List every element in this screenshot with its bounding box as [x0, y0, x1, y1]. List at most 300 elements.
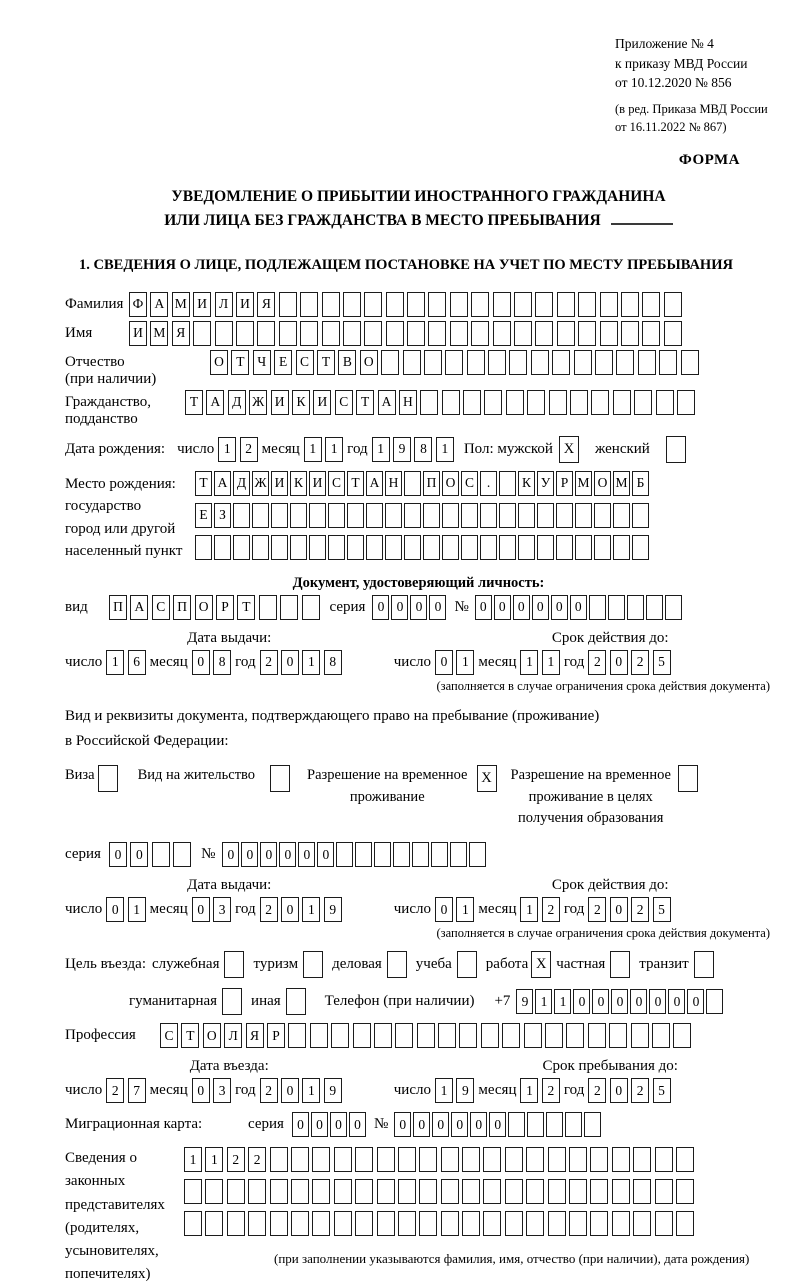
doc-series-box[interactable]: 0 — [410, 595, 427, 620]
birthplace-char-box[interactable] — [271, 503, 288, 528]
doc-kind-char-box[interactable]: Т — [237, 595, 255, 620]
representatives-char-box[interactable] — [291, 1147, 309, 1172]
entry-year-box[interactable]: 1 — [302, 1078, 320, 1103]
sex-male-checkbox-box[interactable]: X — [559, 436, 579, 463]
birthplace-char-box[interactable]: Т — [347, 471, 364, 496]
birth-year-box[interactable]: 1 — [372, 437, 390, 462]
patronymic-char-box[interactable] — [659, 350, 677, 375]
birthplace-char-box[interactable]: К — [518, 471, 535, 496]
stay-year-box[interactable]: 2 — [588, 1078, 606, 1103]
birthplace-char-box[interactable]: Р — [556, 471, 573, 496]
entry-month-box[interactable]: 3 — [213, 1078, 231, 1103]
representatives-char-box[interactable] — [612, 1179, 630, 1204]
res-issue-day-box[interactable]: 1 — [128, 897, 146, 922]
purpose-checkbox-box[interactable] — [303, 951, 323, 978]
birth-month-box[interactable]: 1 — [325, 437, 343, 462]
residence-number-box[interactable]: 0 — [260, 842, 277, 867]
issue-day-box[interactable]: 1 — [106, 650, 124, 675]
surname-char-box[interactable] — [535, 292, 553, 317]
citizenship-char-box[interactable]: Ж — [249, 390, 267, 415]
residence-number-box[interactable]: 0 — [317, 842, 334, 867]
res-issue-year-box[interactable]: 0 — [281, 897, 299, 922]
birthplace-char-box[interactable] — [594, 503, 611, 528]
migration-series-box[interactable]: 0 — [330, 1112, 347, 1137]
profession-char-box[interactable] — [395, 1023, 413, 1048]
residence-series-box[interactable]: 0 — [130, 842, 148, 867]
residence-number-box[interactable] — [431, 842, 448, 867]
representatives-char-box[interactable] — [505, 1179, 523, 1204]
birthplace-char-box[interactable] — [290, 535, 307, 560]
patronymic-char-box[interactable] — [403, 350, 421, 375]
profession-char-box[interactable]: С — [160, 1023, 178, 1048]
stay-year-box[interactable]: 0 — [610, 1078, 628, 1103]
birth-month-box[interactable]: 1 — [304, 437, 322, 462]
doc-number-box[interactable] — [627, 595, 644, 620]
issue-year-box[interactable]: 0 — [281, 650, 299, 675]
surname-char-box[interactable] — [493, 292, 511, 317]
firstname-char-box[interactable] — [600, 321, 618, 346]
residence-number-box[interactable]: 0 — [279, 842, 296, 867]
birthplace-char-box[interactable]: М — [575, 471, 592, 496]
firstname-char-box[interactable] — [450, 321, 468, 346]
res-expiry-year-box[interactable]: 2 — [631, 897, 649, 922]
residence-number-box[interactable]: 0 — [222, 842, 239, 867]
firstname-char-box[interactable]: И — [129, 321, 147, 346]
surname-char-box[interactable] — [407, 292, 425, 317]
phone-digit-box[interactable]: 0 — [668, 989, 685, 1014]
expiry-year-box[interactable]: 2 — [631, 650, 649, 675]
firstname-char-box[interactable]: Я — [172, 321, 190, 346]
birthplace-char-box[interactable]: Б — [632, 471, 649, 496]
birthplace-char-box[interactable] — [252, 535, 269, 560]
representatives-char-box[interactable] — [483, 1211, 501, 1236]
patronymic-char-box[interactable]: О — [210, 350, 228, 375]
phone-digit-box[interactable]: 1 — [535, 989, 552, 1014]
birthplace-char-box[interactable] — [404, 535, 421, 560]
doc-kind-char-box[interactable]: Р — [216, 595, 234, 620]
surname-char-box[interactable]: Ф — [129, 292, 147, 317]
birthplace-char-box[interactable] — [233, 535, 250, 560]
expiry-year-box[interactable]: 0 — [610, 650, 628, 675]
citizenship-char-box[interactable] — [506, 390, 524, 415]
birthplace-char-box[interactable] — [385, 503, 402, 528]
stay-year-box[interactable]: 5 — [653, 1078, 671, 1103]
surname-char-box[interactable] — [514, 292, 532, 317]
entry-month-box[interactable]: 0 — [192, 1078, 210, 1103]
citizenship-char-box[interactable]: С — [335, 390, 353, 415]
profession-char-box[interactable]: Л — [224, 1023, 242, 1048]
representatives-char-box[interactable] — [398, 1147, 416, 1172]
birthplace-char-box[interactable] — [385, 535, 402, 560]
firstname-char-box[interactable] — [664, 321, 682, 346]
representatives-char-box[interactable] — [505, 1211, 523, 1236]
representatives-char-box[interactable] — [462, 1211, 480, 1236]
citizenship-char-box[interactable] — [463, 390, 481, 415]
patronymic-char-box[interactable] — [488, 350, 506, 375]
entry-year-box[interactable]: 0 — [281, 1078, 299, 1103]
birth-day-box[interactable]: 2 — [240, 437, 258, 462]
birthplace-char-box[interactable] — [366, 535, 383, 560]
residence-number-box[interactable]: 0 — [298, 842, 315, 867]
phone-digit-box[interactable]: 1 — [554, 989, 571, 1014]
surname-char-box[interactable]: А — [150, 292, 168, 317]
profession-char-box[interactable] — [374, 1023, 392, 1048]
citizenship-char-box[interactable]: А — [378, 390, 396, 415]
surname-char-box[interactable]: Л — [215, 292, 233, 317]
res-issue-month-box[interactable]: 3 — [213, 897, 231, 922]
birthplace-char-box[interactable] — [404, 471, 421, 496]
representatives-char-box[interactable] — [312, 1211, 330, 1236]
birthplace-char-box[interactable] — [442, 503, 459, 528]
profession-char-box[interactable] — [481, 1023, 499, 1048]
doc-kind-char-box[interactable]: П — [109, 595, 127, 620]
profession-char-box[interactable]: Я — [246, 1023, 264, 1048]
sex-female-checkbox-box[interactable] — [666, 436, 686, 463]
expiry-day-box[interactable]: 1 — [456, 650, 474, 675]
representatives-char-box[interactable] — [612, 1211, 630, 1236]
birthplace-char-box[interactable] — [480, 535, 497, 560]
representatives-char-box[interactable] — [569, 1147, 587, 1172]
patronymic-char-box[interactable]: Т — [231, 350, 249, 375]
phone-digit-box[interactable]: 0 — [592, 989, 609, 1014]
profession-char-box[interactable]: Т — [181, 1023, 199, 1048]
firstname-char-box[interactable] — [471, 321, 489, 346]
doc-series-box[interactable]: 0 — [391, 595, 408, 620]
representatives-char-box[interactable] — [483, 1179, 501, 1204]
issue-year-box[interactable]: 2 — [260, 650, 278, 675]
birthplace-char-box[interactable]: Д — [233, 471, 250, 496]
firstname-char-box[interactable] — [322, 321, 340, 346]
doc-series-box[interactable]: 0 — [429, 595, 446, 620]
surname-char-box[interactable] — [578, 292, 596, 317]
representatives-char-box[interactable] — [334, 1211, 352, 1236]
firstname-char-box[interactable] — [279, 321, 297, 346]
citizenship-char-box[interactable] — [613, 390, 631, 415]
birthplace-char-box[interactable]: С — [328, 471, 345, 496]
purpose-checkbox-box[interactable] — [286, 988, 306, 1015]
representatives-char-box[interactable] — [270, 1147, 288, 1172]
birthplace-char-box[interactable]: Н — [385, 471, 402, 496]
representatives-char-box[interactable] — [355, 1179, 373, 1204]
surname-char-box[interactable]: И — [236, 292, 254, 317]
profession-char-box[interactable] — [566, 1023, 584, 1048]
surname-char-box[interactable] — [428, 292, 446, 317]
entry-year-box[interactable]: 9 — [324, 1078, 342, 1103]
representatives-char-box[interactable] — [548, 1179, 566, 1204]
surname-char-box[interactable] — [450, 292, 468, 317]
birthplace-char-box[interactable]: К — [290, 471, 307, 496]
birthplace-char-box[interactable] — [328, 535, 345, 560]
representatives-char-box[interactable] — [377, 1211, 395, 1236]
profession-char-box[interactable] — [417, 1023, 435, 1048]
surname-char-box[interactable]: Я — [257, 292, 275, 317]
firstname-char-box[interactable] — [535, 321, 553, 346]
firstname-char-box[interactable] — [343, 321, 361, 346]
profession-char-box[interactable] — [288, 1023, 306, 1048]
firstname-char-box[interactable] — [386, 321, 404, 346]
representatives-char-box[interactable] — [355, 1211, 373, 1236]
profession-char-box[interactable] — [652, 1023, 670, 1048]
profession-char-box[interactable]: О — [203, 1023, 221, 1048]
birthplace-char-box[interactable]: З — [214, 503, 231, 528]
representatives-char-box[interactable]: 1 — [205, 1147, 223, 1172]
representatives-char-box[interactable] — [633, 1179, 651, 1204]
firstname-char-box[interactable] — [642, 321, 660, 346]
birthplace-char-box[interactable] — [480, 503, 497, 528]
residence-number-box[interactable] — [469, 842, 486, 867]
citizenship-char-box[interactable] — [527, 390, 545, 415]
surname-char-box[interactable] — [600, 292, 618, 317]
birthplace-char-box[interactable] — [556, 503, 573, 528]
citizenship-char-box[interactable]: И — [313, 390, 331, 415]
birthplace-char-box[interactable] — [271, 535, 288, 560]
birthplace-char-box[interactable]: . — [480, 471, 497, 496]
birthplace-char-box[interactable] — [461, 503, 478, 528]
representatives-char-box[interactable] — [590, 1211, 608, 1236]
birth-year-box[interactable]: 1 — [436, 437, 454, 462]
stay-day-box[interactable]: 1 — [435, 1078, 453, 1103]
representatives-char-box[interactable] — [441, 1147, 459, 1172]
birthplace-char-box[interactable]: О — [594, 471, 611, 496]
firstname-char-box[interactable] — [364, 321, 382, 346]
migration-number-box[interactable]: 0 — [394, 1112, 411, 1137]
res-expiry-year-box[interactable]: 2 — [588, 897, 606, 922]
purpose-checkbox-box[interactable]: X — [531, 951, 551, 978]
birthplace-char-box[interactable] — [556, 535, 573, 560]
birthplace-char-box[interactable] — [518, 503, 535, 528]
firstname-char-box[interactable] — [557, 321, 575, 346]
firstname-char-box[interactable] — [257, 321, 275, 346]
profession-char-box[interactable] — [331, 1023, 349, 1048]
birthplace-char-box[interactable] — [309, 535, 326, 560]
doc-kind-char-box[interactable] — [280, 595, 298, 620]
birthplace-char-box[interactable]: Ж — [252, 471, 269, 496]
temp-residence-checkbox-box[interactable]: X — [477, 765, 497, 792]
birthplace-char-box[interactable] — [499, 471, 516, 496]
citizenship-char-box[interactable]: И — [271, 390, 289, 415]
doc-kind-char-box[interactable] — [259, 595, 277, 620]
doc-series-box[interactable]: 0 — [372, 595, 389, 620]
doc-kind-char-box[interactable]: О — [195, 595, 213, 620]
citizenship-char-box[interactable] — [549, 390, 567, 415]
firstname-char-box[interactable] — [621, 321, 639, 346]
citizenship-char-box[interactable]: Т — [185, 390, 203, 415]
representatives-char-box[interactable] — [270, 1179, 288, 1204]
representatives-char-box[interactable] — [377, 1179, 395, 1204]
res-expiry-month-box[interactable]: 2 — [542, 897, 560, 922]
birthplace-char-box[interactable] — [632, 503, 649, 528]
representatives-char-box[interactable] — [419, 1179, 437, 1204]
res-expiry-month-box[interactable]: 1 — [520, 897, 538, 922]
representatives-char-box[interactable] — [676, 1179, 694, 1204]
representatives-char-box[interactable] — [548, 1147, 566, 1172]
birthplace-char-box[interactable] — [290, 503, 307, 528]
migration-series-box[interactable]: 0 — [349, 1112, 366, 1137]
representatives-char-box[interactable] — [312, 1147, 330, 1172]
purpose-checkbox-box[interactable] — [610, 951, 630, 978]
patronymic-char-box[interactable]: С — [296, 350, 314, 375]
patronymic-char-box[interactable]: О — [360, 350, 378, 375]
patronymic-char-box[interactable] — [467, 350, 485, 375]
citizenship-char-box[interactable] — [656, 390, 674, 415]
birthplace-char-box[interactable] — [594, 535, 611, 560]
representatives-char-box[interactable] — [590, 1147, 608, 1172]
purpose-checkbox-box[interactable] — [457, 951, 477, 978]
issue-month-box[interactable]: 8 — [213, 650, 231, 675]
migration-series-box[interactable]: 0 — [311, 1112, 328, 1137]
phone-digit-box[interactable] — [706, 989, 723, 1014]
patronymic-char-box[interactable] — [424, 350, 442, 375]
doc-number-box[interactable]: 0 — [532, 595, 549, 620]
profession-char-box[interactable] — [545, 1023, 563, 1048]
migration-number-box[interactable] — [527, 1112, 544, 1137]
representatives-char-box[interactable] — [655, 1179, 673, 1204]
patronymic-char-box[interactable]: Т — [317, 350, 335, 375]
surname-char-box[interactable] — [279, 292, 297, 317]
surname-char-box[interactable]: М — [172, 292, 190, 317]
birthplace-char-box[interactable]: И — [309, 471, 326, 496]
representatives-char-box[interactable]: 2 — [227, 1147, 245, 1172]
representatives-char-box[interactable] — [419, 1147, 437, 1172]
profession-char-box[interactable] — [609, 1023, 627, 1048]
firstname-char-box[interactable] — [407, 321, 425, 346]
doc-number-box[interactable]: 0 — [494, 595, 511, 620]
birth-year-box[interactable]: 9 — [393, 437, 411, 462]
birthplace-char-box[interactable] — [423, 535, 440, 560]
surname-char-box[interactable] — [621, 292, 639, 317]
birthplace-char-box[interactable] — [499, 535, 516, 560]
birthplace-char-box[interactable] — [613, 503, 630, 528]
surname-char-box[interactable] — [300, 292, 318, 317]
birthplace-char-box[interactable] — [632, 535, 649, 560]
patronymic-char-box[interactable] — [552, 350, 570, 375]
representatives-char-box[interactable] — [419, 1211, 437, 1236]
residence-number-box[interactable] — [450, 842, 467, 867]
profession-char-box[interactable] — [502, 1023, 520, 1048]
surname-char-box[interactable] — [471, 292, 489, 317]
birthplace-char-box[interactable] — [537, 503, 554, 528]
patronymic-char-box[interactable] — [681, 350, 699, 375]
profession-char-box[interactable] — [438, 1023, 456, 1048]
doc-kind-char-box[interactable]: С — [152, 595, 170, 620]
citizenship-char-box[interactable]: К — [292, 390, 310, 415]
purpose-checkbox-box[interactable] — [387, 951, 407, 978]
birthplace-char-box[interactable] — [347, 503, 364, 528]
representatives-char-box[interactable] — [569, 1179, 587, 1204]
representatives-char-box[interactable] — [462, 1147, 480, 1172]
entry-day-box[interactable]: 2 — [106, 1078, 124, 1103]
representatives-char-box[interactable] — [184, 1179, 202, 1204]
representatives-char-box[interactable] — [655, 1147, 673, 1172]
representatives-char-box[interactable] — [334, 1179, 352, 1204]
firstname-char-box[interactable] — [193, 321, 211, 346]
surname-char-box[interactable] — [386, 292, 404, 317]
firstname-char-box[interactable] — [493, 321, 511, 346]
birthplace-char-box[interactable] — [518, 535, 535, 560]
surname-char-box[interactable] — [364, 292, 382, 317]
surname-char-box[interactable] — [557, 292, 575, 317]
representatives-char-box[interactable] — [441, 1211, 459, 1236]
visa-checkbox-box[interactable] — [98, 765, 118, 792]
issue-year-box[interactable]: 8 — [324, 650, 342, 675]
birthplace-char-box[interactable]: А — [214, 471, 231, 496]
residence-number-box[interactable] — [412, 842, 429, 867]
representatives-char-box[interactable] — [548, 1211, 566, 1236]
representatives-char-box[interactable] — [205, 1211, 223, 1236]
patronymic-char-box[interactable]: Е — [274, 350, 292, 375]
surname-char-box[interactable] — [322, 292, 340, 317]
birthplace-char-box[interactable]: Е — [195, 503, 212, 528]
representatives-char-box[interactable] — [612, 1147, 630, 1172]
migration-number-box[interactable]: 0 — [432, 1112, 449, 1137]
birthplace-char-box[interactable] — [233, 503, 250, 528]
stay-day-box[interactable]: 9 — [456, 1078, 474, 1103]
representatives-char-box[interactable] — [291, 1179, 309, 1204]
phone-digit-box[interactable]: 0 — [611, 989, 628, 1014]
citizenship-char-box[interactable] — [677, 390, 695, 415]
birthplace-char-box[interactable] — [309, 503, 326, 528]
profession-char-box[interactable] — [524, 1023, 542, 1048]
doc-number-box[interactable] — [646, 595, 663, 620]
representatives-char-box[interactable] — [655, 1211, 673, 1236]
representatives-char-box[interactable] — [676, 1211, 694, 1236]
patronymic-char-box[interactable] — [595, 350, 613, 375]
birthplace-char-box[interactable] — [613, 535, 630, 560]
profession-char-box[interactable] — [673, 1023, 691, 1048]
representatives-char-box[interactable] — [377, 1147, 395, 1172]
patronymic-char-box[interactable] — [509, 350, 527, 375]
profession-char-box[interactable] — [353, 1023, 371, 1048]
patronymic-char-box[interactable] — [616, 350, 634, 375]
representatives-char-box[interactable] — [462, 1179, 480, 1204]
citizenship-char-box[interactable] — [570, 390, 588, 415]
doc-number-box[interactable]: 0 — [513, 595, 530, 620]
birthplace-char-box[interactable]: П — [423, 471, 440, 496]
residence-number-box[interactable] — [336, 842, 353, 867]
representatives-char-box[interactable] — [291, 1211, 309, 1236]
firstname-char-box[interactable] — [428, 321, 446, 346]
citizenship-char-box[interactable]: Д — [228, 390, 246, 415]
firstname-char-box[interactable] — [514, 321, 532, 346]
representatives-char-box[interactable] — [398, 1179, 416, 1204]
patronymic-char-box[interactable] — [638, 350, 656, 375]
representatives-char-box[interactable]: 2 — [248, 1147, 266, 1172]
representatives-char-box[interactable] — [227, 1211, 245, 1236]
surname-char-box[interactable]: И — [193, 292, 211, 317]
doc-kind-char-box[interactable]: П — [173, 595, 191, 620]
purpose-checkbox-box[interactable] — [694, 951, 714, 978]
birthplace-char-box[interactable] — [347, 535, 364, 560]
profession-char-box[interactable] — [310, 1023, 328, 1048]
doc-kind-char-box[interactable] — [302, 595, 320, 620]
res-issue-year-box[interactable]: 2 — [260, 897, 278, 922]
profession-char-box[interactable] — [459, 1023, 477, 1048]
representatives-char-box[interactable] — [355, 1147, 373, 1172]
birthplace-char-box[interactable] — [442, 535, 459, 560]
birthplace-char-box[interactable] — [195, 535, 212, 560]
issue-year-box[interactable]: 1 — [302, 650, 320, 675]
residence-series-box[interactable]: 0 — [109, 842, 127, 867]
stay-month-box[interactable]: 2 — [542, 1078, 560, 1103]
representatives-char-box[interactable]: 1 — [184, 1147, 202, 1172]
migration-series-box[interactable]: 0 — [292, 1112, 309, 1137]
res-issue-year-box[interactable]: 9 — [324, 897, 342, 922]
surname-char-box[interactable] — [642, 292, 660, 317]
patronymic-char-box[interactable]: Ч — [253, 350, 271, 375]
representatives-char-box[interactable] — [205, 1179, 223, 1204]
representatives-char-box[interactable] — [569, 1211, 587, 1236]
birthplace-char-box[interactable]: О — [442, 471, 459, 496]
